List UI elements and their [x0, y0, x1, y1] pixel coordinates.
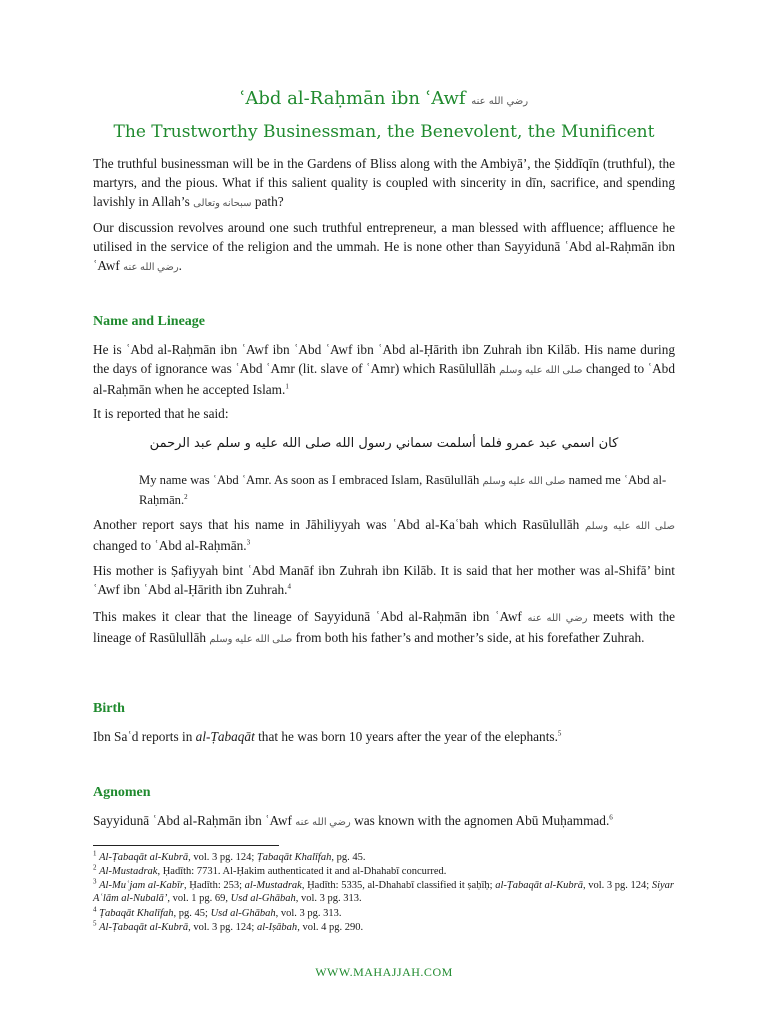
intro-paragraph-2: Our discussion revolves around one such truthful entrepreneur, a man blessed with affluence; affluence he utilised in the service of the religion and the ummah. He is none other than Sayyidunā ʿAbd al-Raḥmān ibn ʿAwf رضي الله عنه. [93, 220, 675, 273]
footnote-number: 5 [93, 919, 97, 928]
honorific-glyph: رضي الله عنه [295, 817, 351, 828]
page-title [93, 88, 675, 109]
footnote-number: 3 [93, 877, 97, 886]
lineage-paragraph-1: He is ʿAbd al-Raḥmān ibn ʿAwf ibn ʿAbd ʿAwf ibn ʿAbd al-Ḥārith ibn Zuhrah ibn Kilāb. His name during the days of ignorance was ʿAbd ʿAmr (lit. slave of ʿAmr) which Rasūlullāh صلى الله عليه وسلم changed to ʿAbd al-Raḥmān when he accepted Islam.$^1$ [93, 342, 675, 397]
site-footer: WWW.MAHAJJAH.COM [315, 965, 453, 979]
title-text: ʿAbd al-Raḥmān ibn ʿAwf [239, 88, 466, 109]
footnote-number: 4 [93, 905, 97, 914]
honorific-glyph: رضي الله عنه [471, 96, 529, 107]
footnote-divider [93, 845, 279, 846]
footnote-ref: 2 [184, 492, 188, 501]
birth-paragraph: Ibn Saʿd reports in al-Ṭabaqāt that he was born 10 years after the year of the elephants.$^5$ [93, 729, 562, 744]
intro-paragraph-1: The truthful businessman will be in the Gardens of Bliss along with the Ambiyā’, the Ṣiddīqīn (truthful), the martyrs, and the pious. What if this salient quality is coupled with sincerity in dīn, sacrifice, and spending lavishly in Allah’s سبحانه وتعالى path? [93, 156, 675, 209]
footnote-item: $^1$ Al-Ṭabaqāt al-Kubrā, vol. 3 pg. 124; Ṭabaqāt Khalīfah, pg. 45. [93, 849, 366, 863]
lineage-paragraph-2: It is reported that he said: [93, 406, 229, 421]
honorific-glyph: رضي الله عنه [527, 613, 588, 624]
footnote-number: 2 [93, 863, 97, 872]
footnote-ref: 3 [246, 538, 251, 547]
lineage-paragraph-5: This makes it clear that the lineage of Sayyidunā ʿAbd al-Raḥmān ibn ʿAwf رضي الله عنه meets with the lineage of Rasūlullāh صلى الله عليه وسلم from both his father’s and mother’s side, at his forefather Zuhrah. [93, 609, 676, 645]
section-heading-birth: Birth [93, 701, 125, 716]
footnote-ref: 5 [557, 729, 562, 738]
footnote-item: $^2$ Al-Mustadrak, Ḥadīth: 7731. Al-Ḥakim authenticated it and al-Dhahabī concurred. [93, 863, 447, 877]
honorific-glyph: صلى الله عليه وسلم [499, 364, 583, 376]
lineage-paragraph-4: His mother is Ṣafiyyah bint ʿAbd Manāf ibn Zuhrah ibn Kilāb. It is said that her mother was al-Shifā’ bint ʿAwf ibn ʿAbd al-Ḥārith ibn Zuhrah.$^4$ [93, 563, 675, 597]
footnote-item: $^5$ Al-Ṭabaqāt al-Kubrā, vol. 3 pg. 124; al-Iṣābah, vol. 4 pg. 290. [93, 919, 364, 933]
honorific-glyph: صلى الله عليه وسلم [209, 633, 293, 645]
honorific-glyph: صلى الله عليه وسلم [482, 476, 566, 487]
footnote-item: $^3$ Al-Muʿjam al-Kabīr, Ḥadīth: 253; al-Mustadrak, Ḥadīth: 5335, al-Dhahabī classified it ṣaḥīḥ; al-Ṭabaqāt al-Kubrā, vol. 3 pg. 124; Siyar Aʿlām al-Nubalā’, vol. 1 pg. 69, Usd al-Ghābah, vol. 3 pg. 313. [93, 877, 675, 905]
honorific-glyph: صلى الله عليه وسلم [584, 521, 676, 532]
page-subtitle: The Trustworthy Businessman, the Benevolent, the Munificent [113, 122, 655, 142]
honorific-glyph: سبحانه وتعالى [193, 197, 252, 209]
agnomen-paragraph: Sayyidunā ʿAbd al-Raḥmān ibn ʿAwf رضي الله عنه was known with the agnomen Abū Muḥammad.$^6$ [93, 813, 613, 828]
arabic-quote: كان اسمي عبد عمرو فلما أسلمت سماني رسول الله صلى الله عليه و سلم عبد الرحمن [149, 436, 619, 451]
footnote-ref: 4 [287, 582, 291, 591]
lineage-paragraph-3: Another report says that his name in Jāhiliyyah was ʿAbd al-Kaʿbah which Rasūlullāh صلى الله عليه وسلم changed to ʿAbd al-Raḥmān.$^3$ [93, 517, 676, 553]
footnote-ref: 6 [609, 813, 613, 822]
honorific-glyph: رضي الله عنه [123, 261, 179, 273]
section-heading-agnomen: Agnomen [93, 785, 151, 800]
footnote-item: $^4$ Ṭabaqāt Khalīfah, pg. 45; Usd al-Ghābah, vol. 3 pg. 313. [93, 905, 342, 919]
translation-quote: My name was ʿAbd ʿAmr. As soon as I embraced Islam, Rasūlullāh صلى الله عليه وسلم named me ʿAbd al-Raḥmān.$^2$ [139, 473, 667, 507]
footnote-number: 1 [93, 849, 97, 858]
section-heading-name-lineage: Name and Lineage [93, 314, 205, 329]
footnote-ref: 1 [285, 382, 289, 391]
